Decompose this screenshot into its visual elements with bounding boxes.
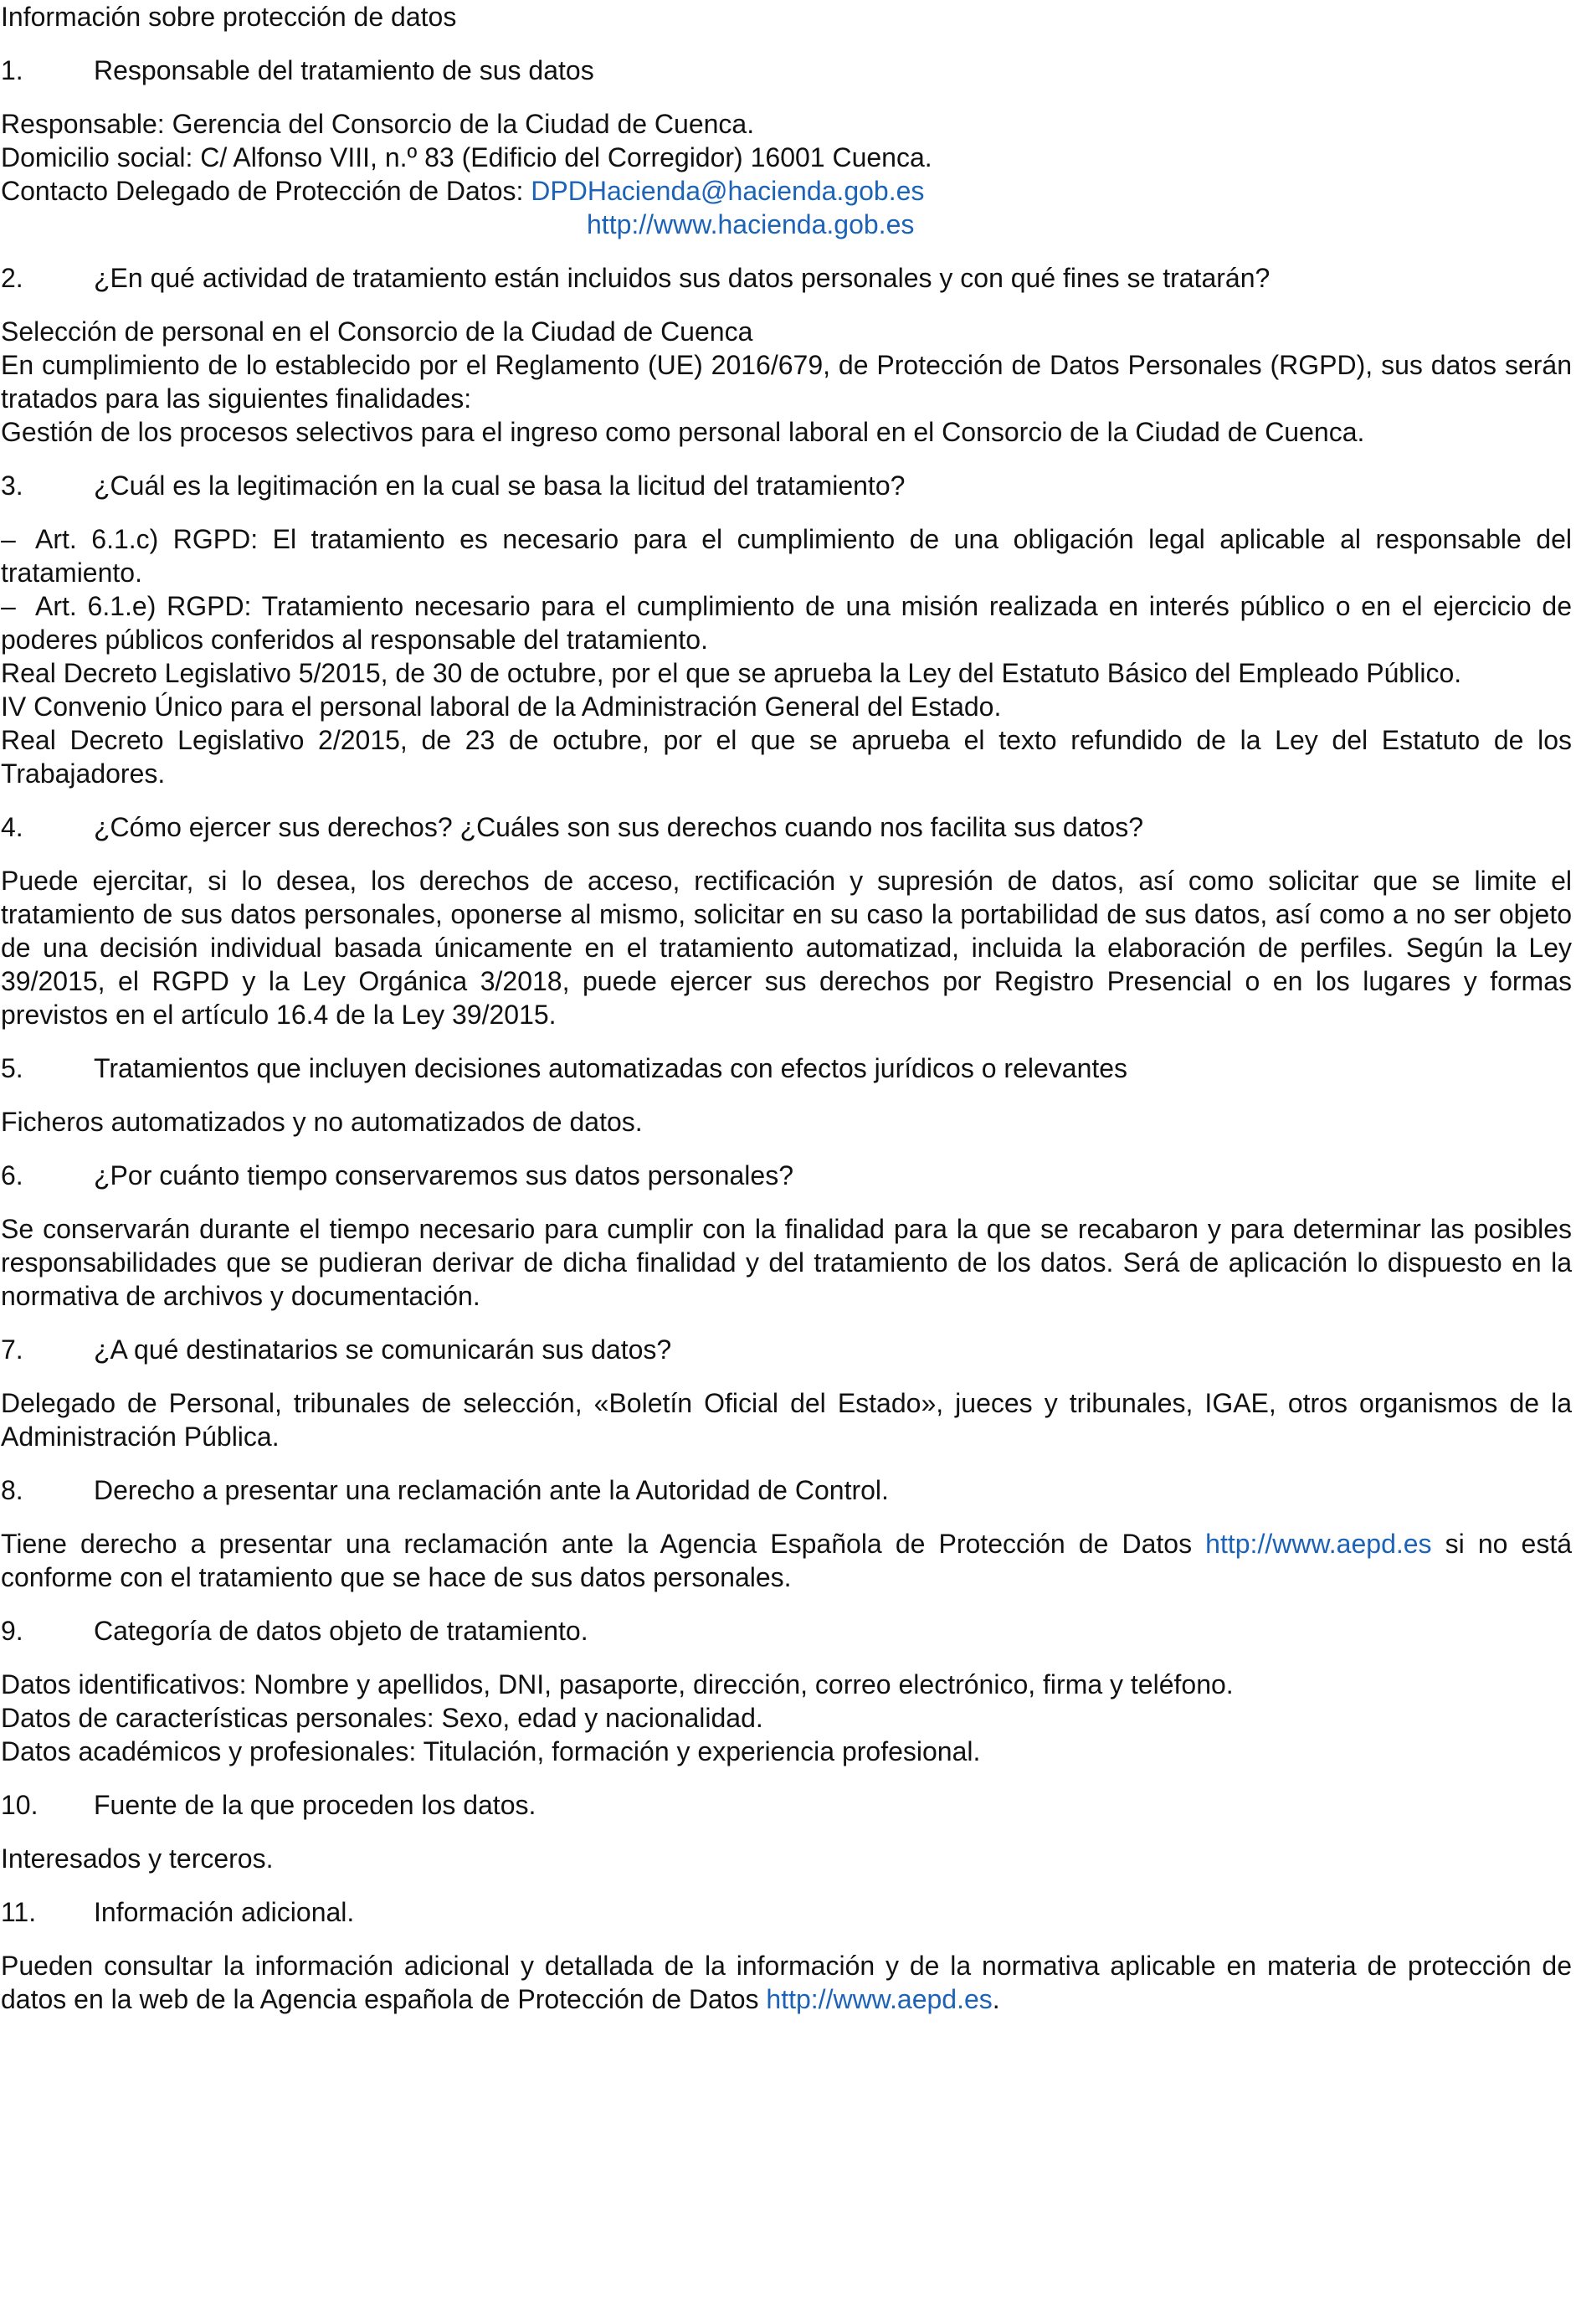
section-2-heading [1, 261, 1572, 295]
section-number: 8. [1, 1475, 23, 1505]
section-number: 9. [1, 1616, 23, 1646]
complaint-paragraph [1, 1527, 1572, 1594]
section-number: 10. [1, 1790, 39, 1820]
purpose-detail: Gestión de los procesos selectivos para el ingreso como personal laboral en el Consorcio de la Ciudad de Cuenca. [1, 417, 1365, 447]
automated-decisions-text: Ficheros automatizados y no automatizados de datos. [1, 1107, 643, 1137]
section-1-heading [1, 54, 1572, 87]
data-category: Datos académicos y profesionales: Titulación, formación y experiencia profesional. [1, 1736, 981, 1766]
section-title: Tratamientos que incluyen decisiones automatizadas con efectos jurídicos o relevantes [94, 1053, 1128, 1083]
section-title: ¿Cuál es la legitimación en la cual se basa la licitud del tratamiento? [94, 470, 906, 501]
law-reference: IV Convenio Único para el personal laboral de la Administración General del Estado. [1, 692, 1002, 722]
domicilio-line: Domicilio social: C/ Alfonso VIII, n.º 83 (Edificio del Corregidor) 16001 Cuenca. [1, 142, 932, 172]
legal-basis-text: Art. 6.1.e) RGPD: Tratamiento necesario para el cumplimiento de una misión realizada en interés público o en el ejercicio de poderes públicos conferidos al responsable del tratamiento. [1, 591, 1572, 655]
hacienda-web-line [1, 208, 1572, 241]
section-8-heading [1, 1473, 1572, 1507]
section-4-heading [1, 810, 1572, 844]
section-number: 5. [1, 1053, 23, 1083]
law-reference: Real Decreto Legislativo 5/2015, de 30 de octubre, por el que se aprueba la Ley del Estatuto Básico del Empleado Público. [1, 658, 1462, 688]
recipients-paragraph: Delegado de Personal, tribunales de selección, «Boletín Oficial del Estado», jueces y tribunales, IGAE, otros organismos de la Administración Pública. [1, 1388, 1572, 1452]
section-number: 2. [1, 263, 23, 293]
section-title: ¿En qué actividad de tratamiento están incluidos sus datos personales y con qué fines se tratarán? [94, 263, 1271, 293]
responsable-line: Responsable: Gerencia del Consorcio de la Ciudad de Cuenca. [1, 109, 755, 139]
section-number: 4. [1, 812, 23, 842]
aepd-link[interactable]: http://www.aepd.es [766, 1984, 993, 2014]
section-10-heading [1, 1788, 1572, 1822]
legal-basis-item [1, 522, 1572, 589]
section-title: Información adicional. [94, 1897, 355, 1927]
additional-info-text: Pueden consultar la información adicional y detallada de la información y de la normativa aplicable en materia de protección de datos en la web de la Agencia española de Protección de Datos [1, 1951, 1572, 2014]
section-3-heading [1, 469, 1572, 502]
section-title: ¿Cómo ejercer sus derechos? ¿Cuáles son sus derechos cuando nos facilita sus datos? [94, 812, 1143, 842]
contacto-label: Contacto Delegado de Protección de Datos: [1, 176, 531, 206]
retention-paragraph: Se conservarán durante el tiempo necesario para cumplir con la finalidad para la que se recabaron y para determinar las posibles responsabilidades que se pudieran derivar de dicha finalidad y del tratamiento de los datos. Será de aplicación lo dispuesto en la normativa de archivos y documentación. [1, 1214, 1572, 1311]
contacto-line [1, 174, 1572, 208]
complaint-text: Tiene derecho a presentar una reclamación ante la Agencia Española de Protección de Datos [1, 1529, 1206, 1559]
document-title: Información sobre protección de datos [1, 2, 457, 32]
section-9-heading [1, 1614, 1572, 1648]
rights-paragraph: Puede ejercitar, si lo desea, los derechos de acceso, rectificación y supresión de datos, así como solicitar que se limite el tratamiento de sus datos personales, oponerse al mismo, solicitar en su caso la portabilidad de sus datos, así como a no ser objeto de una decisión individual basada únicamente en el tratamiento automatizad, incluida la elaboración de perfiles. Según la Ley 39/2015, el RGPD y la Ley Orgánica 3/2018, puede ejercer sus derechos por Registro Presencial o en los lugares y formas previstos en el artículo 16.4 de la Ley 39/2015. [1, 866, 1572, 1030]
section-11-heading [1, 1895, 1572, 1929]
section-title: Derecho a presentar una reclamación ante la Autoridad de Control. [94, 1475, 889, 1505]
section-7-heading [1, 1333, 1572, 1366]
data-category: Datos identificativos: Nombre y apellidos, DNI, pasaporte, dirección, correo electrónico, firma y teléfono. [1, 1669, 1234, 1699]
aepd-link[interactable]: http://www.aepd.es [1205, 1529, 1432, 1559]
dpd-email-link[interactable]: DPDHacienda@hacienda.gob.es [531, 176, 925, 206]
section-title: Categoría de datos objeto de tratamiento. [94, 1616, 588, 1646]
data-source-text: Interesados y terceros. [1, 1843, 274, 1874]
section-title: ¿A qué destinatarios se comunicarán sus datos? [94, 1334, 672, 1365]
law-reference: Real Decreto Legislativo 2/2015, de 23 de octubre, por el que se aprueba el texto refundido de la Ley del Estatuto de los Trabajadores. [1, 725, 1572, 789]
section-title: Responsable del tratamiento de sus datos [94, 55, 594, 85]
section-5-heading [1, 1051, 1572, 1085]
legal-basis-item [1, 589, 1572, 656]
additional-info-end: . [992, 1984, 1000, 2014]
hacienda-web-link[interactable]: http://www.hacienda.gob.es [587, 209, 915, 239]
section-number: 1. [1, 55, 23, 85]
activity-name: Selección de personal en el Consorcio de la Ciudad de Cuenca [1, 316, 753, 347]
section-number: 7. [1, 1334, 23, 1365]
section-6-heading [1, 1159, 1572, 1192]
legal-basis-text: Art. 6.1.c) RGPD: El tratamiento es necesario para el cumplimiento de una obligación legal aplicable al responsable del tratamiento. [1, 524, 1572, 588]
section-number: 11. [1, 1897, 37, 1927]
additional-info-paragraph [1, 1949, 1572, 2016]
purpose-intro: En cumplimiento de lo establecido por el Reglamento (UE) 2016/679, de Protección de Datos Personales (RGPD), sus datos serán tratados para las siguientes finalidades: [1, 350, 1572, 414]
section-title: Fuente de la que proceden los datos. [94, 1790, 536, 1820]
section-number: 3. [1, 470, 23, 501]
section-title: ¿Por cuánto tiempo conservaremos sus datos personales? [94, 1160, 793, 1190]
section-number: 6. [1, 1160, 23, 1190]
dash-bullet: – [1, 524, 16, 554]
data-category: Datos de características personales: Sexo, edad y nacionalidad. [1, 1703, 763, 1733]
complaint-text-end: si no está conforme con el tratamiento que se hace de sus datos personales. [1, 1529, 1573, 1592]
dash-bullet: – [1, 591, 16, 621]
